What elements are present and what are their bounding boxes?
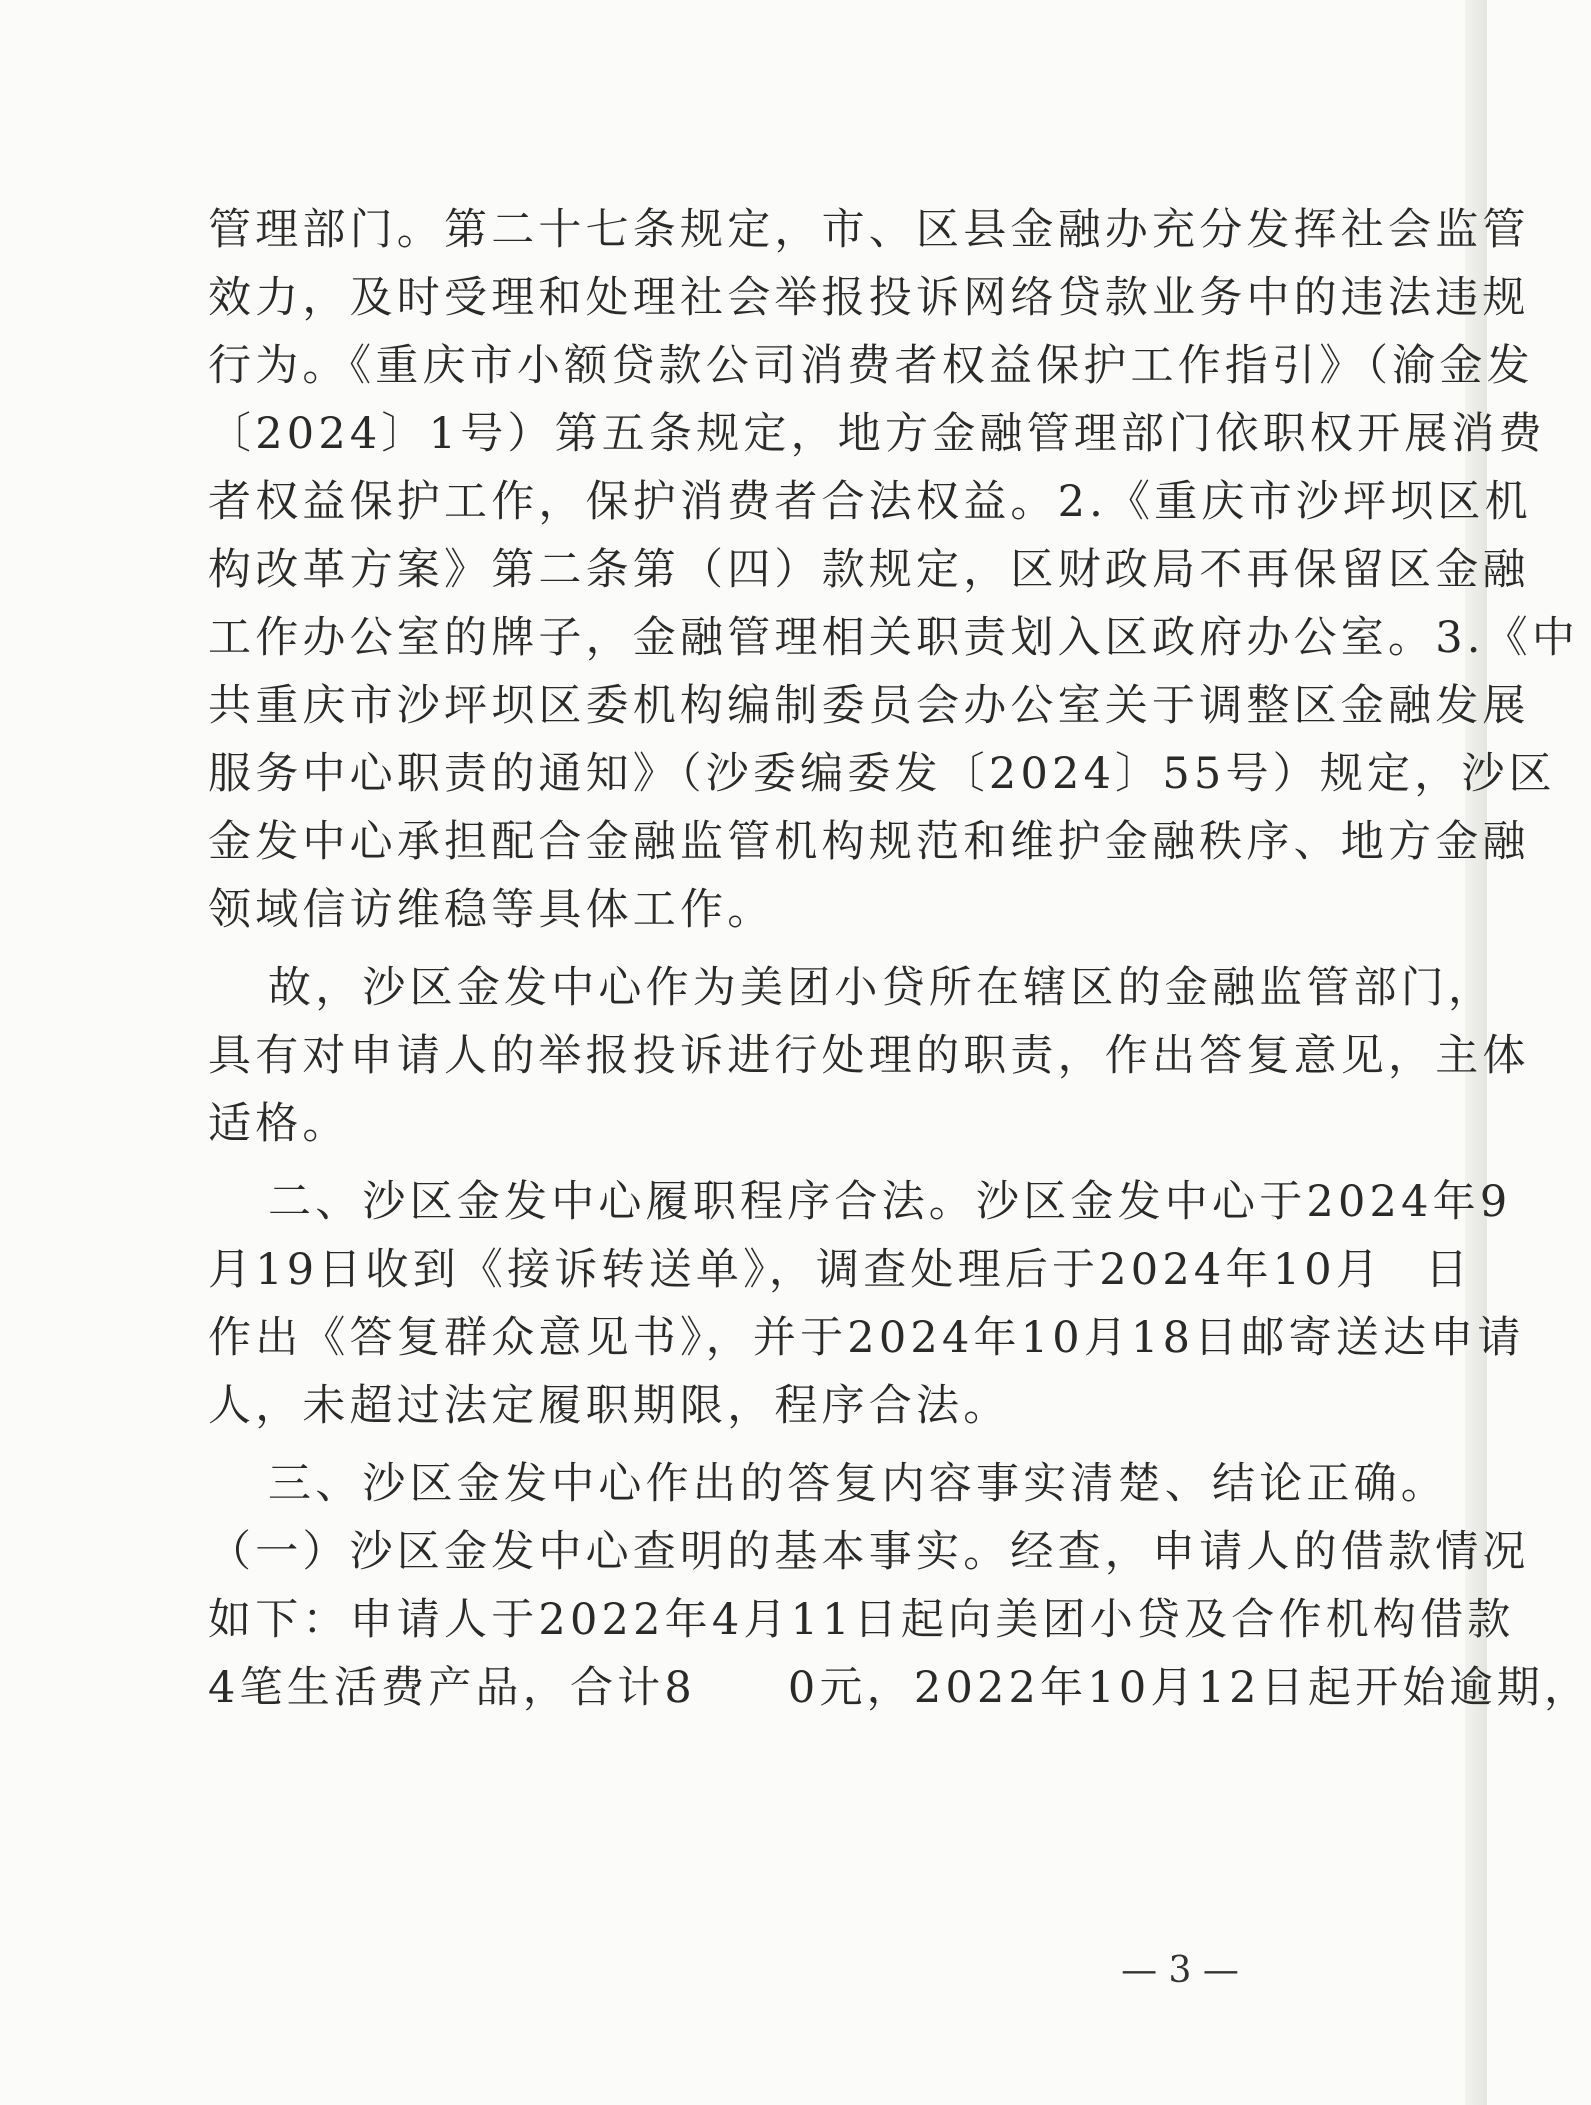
line-segment: 日 bbox=[1424, 1245, 1473, 1295]
line-segment: 月19日收到《接诉转送单》，调查处理后于2024年10月 bbox=[208, 1245, 1383, 1295]
body-line: 服务中心职责的通知》（沙委编委发〔2024〕55号）规定，沙区 bbox=[208, 749, 1556, 799]
body-line: 适格。 bbox=[208, 1099, 350, 1149]
body-line: 领域信访维稳等具体工作。 bbox=[208, 885, 775, 935]
body-line: 二、沙区金发中心履职程序合法。沙区金发中心于2024年9 bbox=[268, 1177, 1512, 1227]
body-line-with-redaction bbox=[208, 1240, 1473, 1300]
body-line: 〔2024〕1号）第五条规定，地方金融管理部门依职权开展消费 bbox=[208, 409, 1546, 459]
body-line-with-redaction bbox=[208, 1658, 1591, 1718]
body-line: 人，未超过法定履职期限，程序合法。 bbox=[208, 1381, 1011, 1431]
body-line: 共重庆市沙坪坝区委机构编制委员会办公室关于调整区金融发展 bbox=[208, 681, 1530, 731]
body-line: 管理部门。第二十七条规定，市、区县金融办充分发挥社会监管 bbox=[208, 205, 1530, 255]
body-line: 行为。《重庆市小额贷款公司消费者权益保护工作指引》（渝金发 bbox=[208, 341, 1534, 391]
redaction-blank bbox=[1383, 1255, 1425, 1291]
line-segment: 4笔生活费产品，合计8 bbox=[208, 1663, 696, 1713]
body-line: 如下：申请人于2022年4月11日起向美团小贷及合作机构借款 bbox=[208, 1595, 1515, 1645]
body-line: 作出《答复群众意见书》，并于2024年10月18日邮寄送达申请 bbox=[208, 1313, 1525, 1363]
body-line: 者权益保护工作，保护消费者合法权益。2.《重庆市沙坪坝区机 bbox=[208, 477, 1532, 527]
line-segment: 0元，2022年10月12日起开始逾期， bbox=[787, 1663, 1591, 1713]
body-line: 效力，及时受理和处理社会举报投诉网络贷款业务中的违法违规 bbox=[208, 273, 1530, 323]
body-line: 工作办公室的牌子，金融管理相关职责划入区政府办公室。3.《中 bbox=[208, 613, 1580, 663]
body-line: 故，沙区金发中心作为美团小贷所在辖区的金融监管部门， bbox=[268, 963, 1496, 1013]
body-line: 三、沙区金发中心作出的答复内容事实清楚、结论正确。 bbox=[268, 1459, 1448, 1509]
body-line: 构改革方案》第二条第（四）款规定，区财政局不再保留区金融 bbox=[208, 545, 1530, 595]
body-line: 具有对申请人的举报投诉进行处理的职责，作出答复意见，主体 bbox=[208, 1031, 1530, 1081]
redaction-blank bbox=[696, 1673, 788, 1709]
page-number: — 3 — bbox=[1121, 1950, 1239, 1991]
body-line: （一）沙区金发中心查明的基本事实。经查，申请人的借款情况 bbox=[208, 1527, 1530, 1577]
body-line: 金发中心承担配合金融监管机构规范和维护金融秩序、地方金融 bbox=[208, 817, 1530, 867]
